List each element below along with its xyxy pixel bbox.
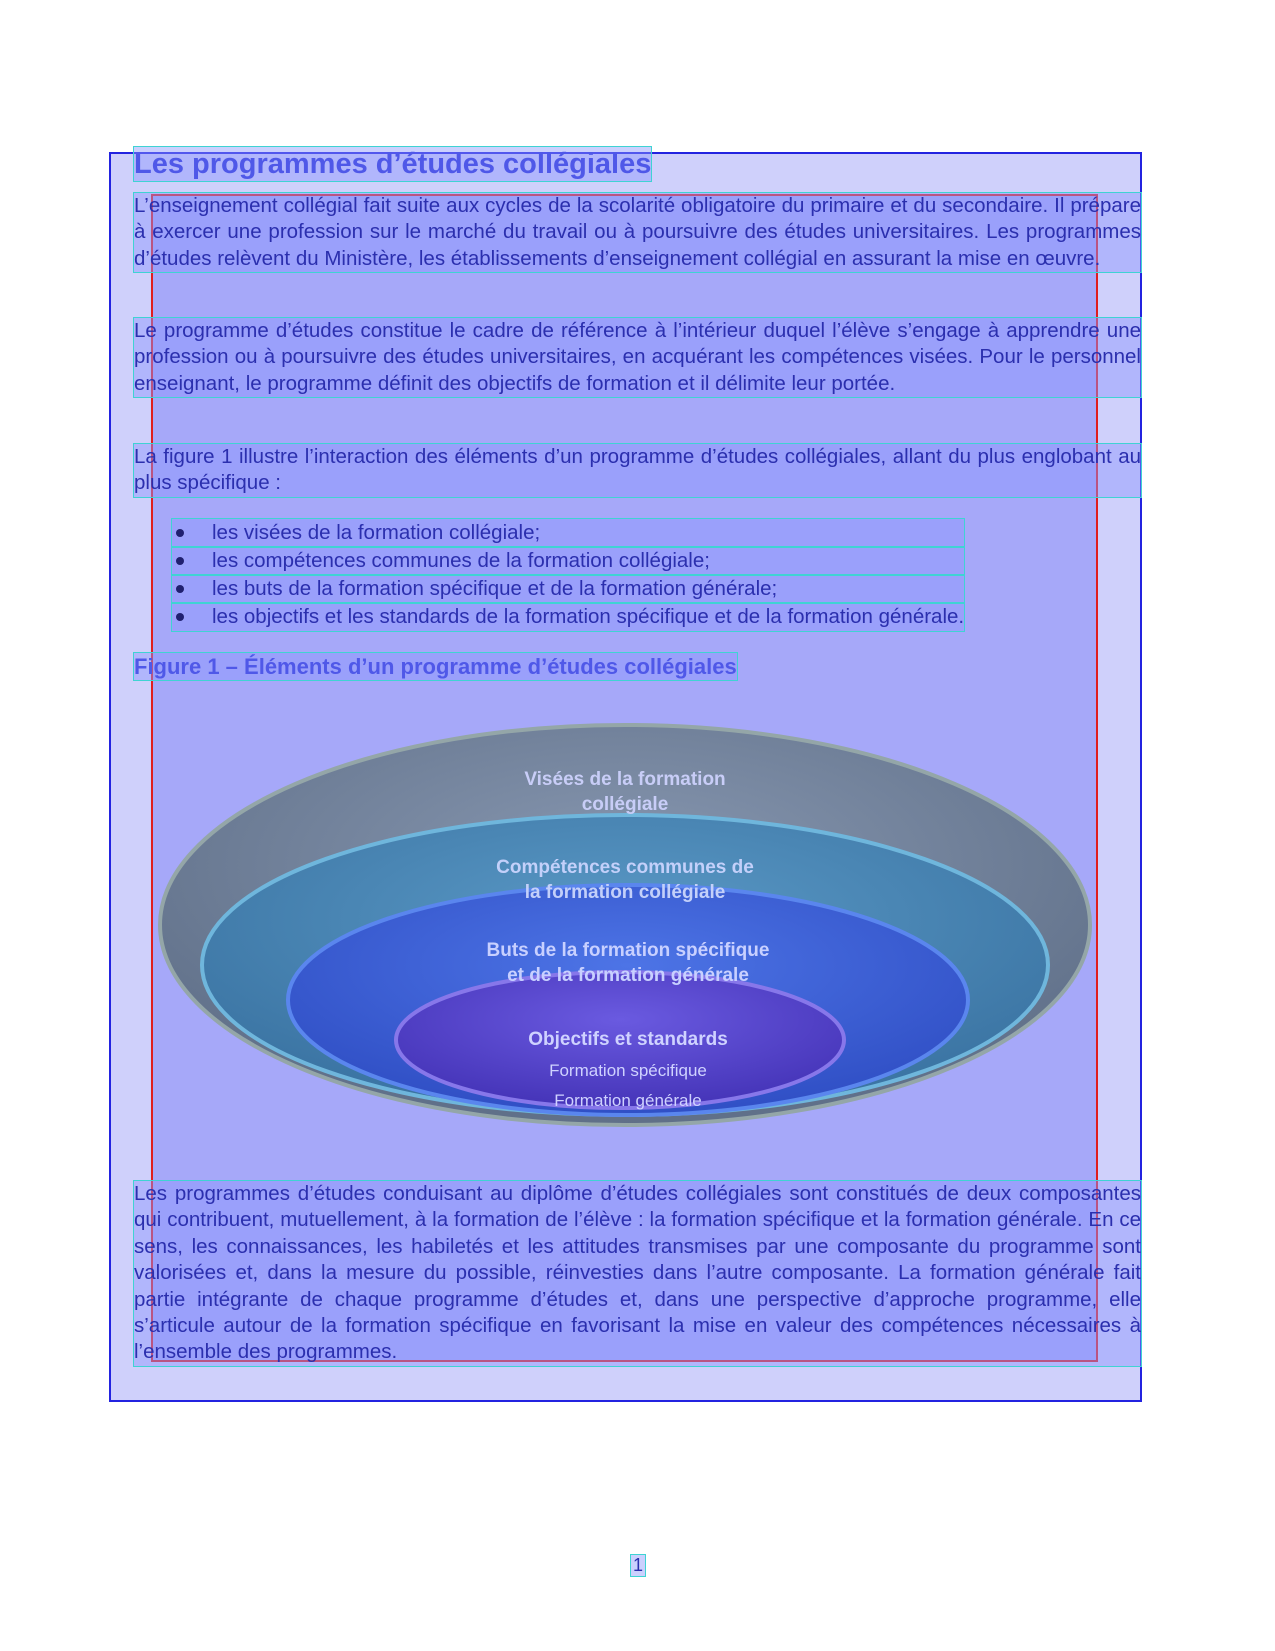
closing-paragraph: Les programmes d’études conduisant au diplôme d’études collégiales sont constitués de deux composantes qui contribuent, mutuellement, à la formation de l’élève : la formation spécifique et la formation générale. En ce sens, les connaissances, les habiletés et les attitudes transmises par une composante du programme sont valorisées et, dans la mesure du possible, réinvesties dans l’autre composante. La formation générale fait partie intégrante de chaque programme d’études et, dans une perspective d’approche programme, elle s’articule autour de la formation spécifique en favorisant la mise en valeur des compétences nécessaires à l’ensemble des programmes. xyxy=(134,1181,1141,1366)
layer-label: Visées de la formation xyxy=(524,769,726,790)
layer-label: la formation collégiale xyxy=(524,882,726,903)
list-item xyxy=(172,547,964,575)
layer-label: Buts de la formation spécifique xyxy=(486,940,770,961)
list-item-text: les buts de la formation spécifique et de la formation générale; xyxy=(212,577,778,600)
program-paragraph: Le programme d’études constitue le cadre de référence à l’intérieur duquel l’élève s’engage à apprendre une profession ou à poursuivre des études universitaires, en acquérant les compétences visées. Pour le personnel enseignant, le programme définit des objectifs de formation et il délimite leur portée. xyxy=(134,318,1141,397)
list-item-text: les visées de la formation collégiale; xyxy=(212,521,541,544)
bullet-icon xyxy=(176,613,184,621)
figure-caption: Figure 1 – Éléments d’un programme d’études collégiales xyxy=(134,654,737,679)
page-title: Les programmes d’études collégiales xyxy=(134,148,652,180)
bullet-icon xyxy=(176,529,184,537)
bullet-list xyxy=(172,519,964,631)
layer-label: Formation spécifique xyxy=(549,1061,707,1080)
figure-intro-paragraph: La figure 1 illustre l’interaction des éléments d’un programme d’études collégiales, allant du plus englobant au plus spécifique : xyxy=(134,444,1141,497)
list-item-text: les compétences communes de la formation collégiale; xyxy=(212,549,710,572)
layer-label: collégiale xyxy=(581,794,669,815)
list-item xyxy=(172,603,964,631)
list-item-text: les objectifs et les standards de la formation spécifique et de la formation générale. xyxy=(212,605,965,628)
intro-paragraph: L’enseignement collégial fait suite aux cycles de la scolarité obligatoire du primaire et du secondaire. Il prépare à exercer une profession sur le marché du travail ou à poursuivre des études universitaires. Les programmes d’études relèvent du Ministère, les établissements d’enseignement collégial en assurant la mise en œuvre. xyxy=(134,193,1141,272)
layer-label: Compétences communes de xyxy=(496,857,754,878)
layer-label: et de la formation générale xyxy=(507,965,749,986)
bullet-icon xyxy=(176,557,184,565)
nested-ellipses-figure xyxy=(130,700,1130,1150)
list-item xyxy=(172,519,964,547)
layer-label: Objectifs et standards xyxy=(528,1029,728,1050)
layer-label: Formation générale xyxy=(554,1091,702,1110)
list-item xyxy=(172,575,964,603)
page-number: 1 xyxy=(633,1555,644,1575)
bullet-icon xyxy=(176,585,184,593)
